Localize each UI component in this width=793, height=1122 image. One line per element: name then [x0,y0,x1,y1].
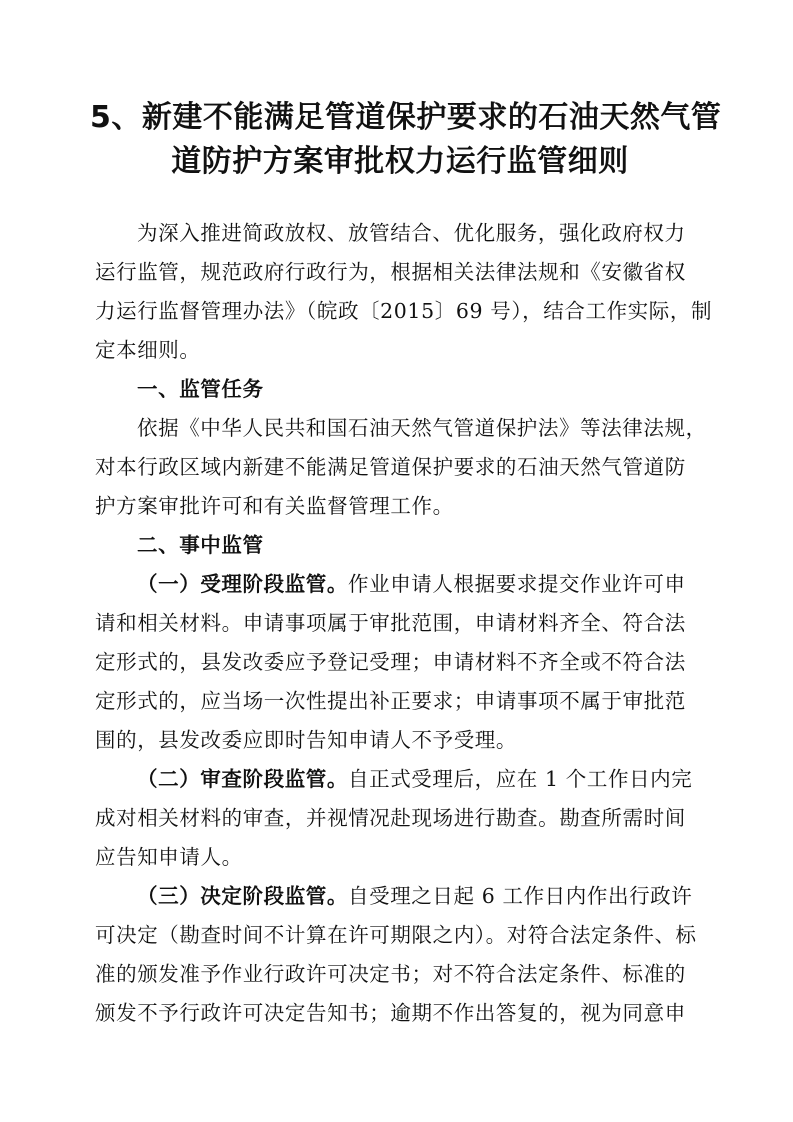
item2-line-3: 应告知申请人。 [95,845,243,869]
item1-lead: （一）受理阶段监管。 [137,572,348,596]
item3-line-3: 准的颁发准予作业行政许可决定书；对不符合法定条件、标准的 [95,962,686,986]
item1-line-5: 围的，县发改委应即时告知申请人不予受理。 [95,728,517,752]
item2-first-rest: 自正式受理后，应在 1 个工作日内完 [348,767,693,791]
item3-lead: （三）决定阶段监管。 [137,884,348,908]
item2-line-2: 成对相关材料的审查，并视情况赴现场进行勘查。勘查所需时间 [95,806,686,830]
item1-line-2: 请和相关材料。申请事项属于审批范围，申请材料齐全、符合法 [95,611,686,635]
intro-line-2: 运行监管，规范政府行政行为，根据相关法律法规和《安徽省权 [95,260,686,284]
document-title-line-2: 道防护方案审批权力运行监管细则 [171,144,629,179]
item1-first-rest: 作业申请人根据要求提交作业许可申 [348,572,686,596]
item2-lead: （二）审查阶段监管。 [137,767,348,791]
document-title-line-1: 5、新建不能满足管道保护要求的石油天然气管 [90,100,722,135]
item1-line-3: 定形式的，县发改委应予登记受理；申请材料不齐全或不符合法 [95,650,686,674]
item2-line-1 [137,765,705,793]
item3-line-2: 可决定（勘查时间不计算在许可期限之内）。对符合法定条件、标 [95,923,697,947]
section-heading-tasks: 一、监管任务 [137,377,264,401]
item3-line-1 [137,882,705,910]
section-heading-supervision: 二、事中监管 [137,533,264,557]
item3-line-4: 颁发不予行政许可决定告知书；逾期不作出答复的，视为同意申 [95,1001,686,1025]
intro-line-1: 为深入推进简政放权、放管结合、优化服务，强化政府权力 [137,221,686,245]
item3-first-rest: 自受理之日起 6 工作日内作出行政许 [348,884,693,908]
intro-line-4: 定本细则。 [95,338,201,362]
item1-line-4: 定形式的，应当场一次性提出补正要求；申请事项不属于审批范 [95,689,686,713]
item1-line-1 [137,570,705,598]
section1-line-1: 依据《中华人民共和国石油天然气管道保护法》等法律法规， [137,416,707,440]
section1-line-3: 护方案审批许可和有关监督管理工作。 [95,494,454,518]
section1-line-2: 对本行政区域内新建不能满足管道保护要求的石油天然气管道防 [95,455,686,479]
intro-line-3: 力运行监督管理办法》（皖政〔2015〕69 号），结合工作实际，制 [95,299,713,323]
